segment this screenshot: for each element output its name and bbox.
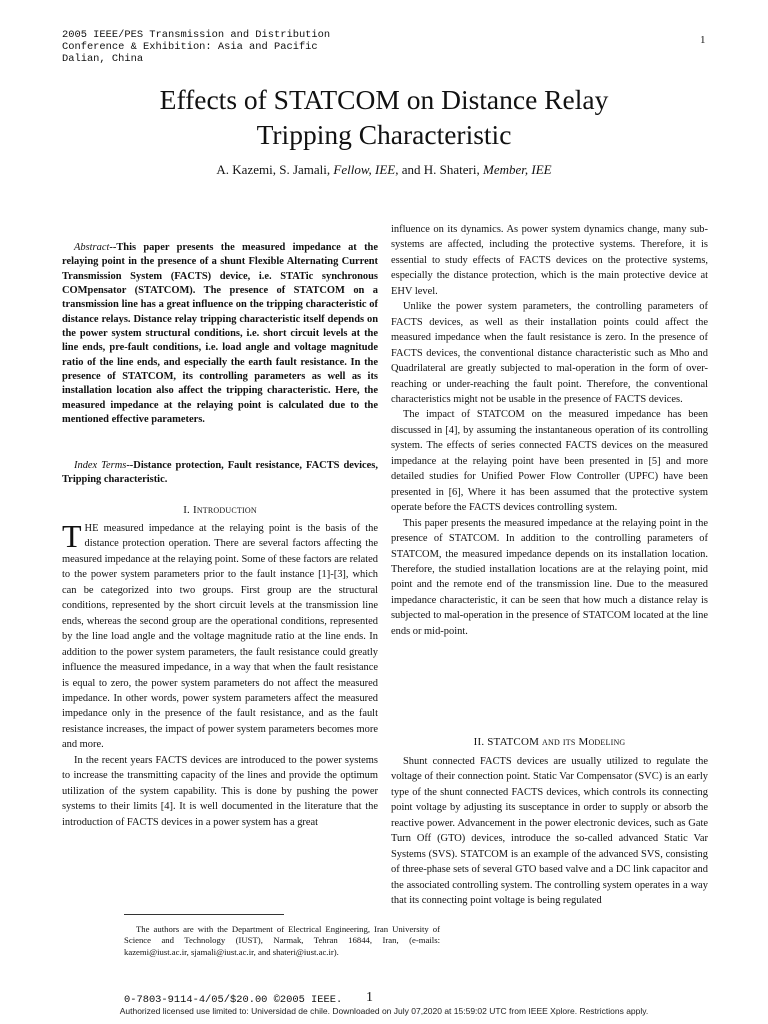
index-terms-label: Index Terms: [74, 460, 127, 471]
abstract-label: Abstract: [74, 242, 110, 253]
section-heading-introduction: [62, 503, 378, 518]
title-line: Tripping Characteristic: [256, 119, 512, 150]
statcom-body: [391, 754, 708, 909]
section-heading-statcom: [391, 735, 708, 750]
conference-line: Conference & Exhibition: Asia and Pacific: [62, 41, 318, 54]
bottom-page-number: 1: [366, 990, 373, 1005]
author-role: Fellow, IEE: [333, 162, 396, 177]
conference-header: [62, 29, 330, 66]
authorized-use-notice: Authorized licensed use limited to: Universidad de chile. Downloaded on July 07,2020 at 15:59:02 UTC from IEEE Xplore. Restrictions apply.: [119, 1006, 649, 1016]
author-role: Member, IEE: [482, 162, 552, 177]
section-number: II.: [473, 736, 485, 748]
paragraph-text: HE measured impedance at the relaying point is the basis of the distance protection operation. There are several factors affecting the measured impedance at the relaying point. Some of these factors are related to the power system parameters prior to the fault instance [1]-[3], which can be categorized into two groups. First group are the structural conditions, represented by the short circuit levels at the transmission line ends, whereas the second group are the operational conditions, represented by the line load angle and the voltage magnitude ratio at the line ends. In addition to the power system parameters, the fault resistance could greatly influence the measured impedance, in a way that when the fault resistance is equal to zero, the power system parameters do not affect the measured impedance. In other words, power system parameters affect the measured impedance only in the presence of the fault resistance, and as the fault resistance increases, the impact of power system parameters becomes more and more.: [62, 523, 378, 751]
abstract: [62, 241, 378, 427]
intro-paragraph-3: Unlike the power system parameters, the controlling parameters of FACTS devices, as well as their installation points could affect the measured impedance when the fault resistance is zero. In the presence of FACTS devices, the conventional distance characteristic such as Mho and Quadrilateral are greatly subjected to mal-operation in the form of over-reaching or under-reaching the fault point. Therefore, the conventional characteristics might not be usable in the presence of FACTS devices.: [391, 301, 708, 405]
conference-line: 2005 IEEE/PES Transmission and Distribution: [62, 29, 331, 41]
statcom-paragraph-1: Shunt connected FACTS devices are usually utilized to regulate the voltage of their connection point. Static Var Compensator (SVC) is an early type of the shunt connected FACTS devices, which controls its connecting point voltage by adjusting its susceptance in order to supply or absorb the reactive power. Advancement in the power electronic devices, such as Gate Turn Off (GTO) devices, introduce the so-called advanced Static Var Systems (SVS). STATCOM is an example of the advanced SVS, consisting of three-phase sets of several GTO based valve and a DC link capacitor and the associated controlling system. The controlling system operates in a way that its connecting point voltage is being regulated: [391, 756, 708, 907]
copyright-line: 0-7803-9114-4/05/$20.00 ©2005 IEEE.: [124, 994, 343, 1006]
index-terms: [62, 459, 378, 488]
paper-title: [0, 82, 768, 152]
intro-paragraph-4: The impact of STATCOM on the measured impedance has been discussed in [4], by assuming the instantaneous operation of its controlling system. The effects of series connected FACTS devices on the measured impedance at the relaying point have been presented in [5] and more detailed studies for Unified Power Flow Controller (UPFC) have been presented in [6], Where it has been assumed that the protective system operate before the FACTS devices controlling system.: [391, 409, 708, 514]
drop-cap: T: [62, 518, 82, 554]
section-title: STATCOM and its Modeling: [487, 736, 626, 748]
section-number: I.: [183, 504, 191, 516]
intro-body-continued: [391, 222, 708, 639]
author-names: , and H. Shateri,: [395, 162, 480, 177]
footnote-text: The authors are with the Department of Electrical Engineering, Iran University of Science and Technology (IUST), Narmak, Tehran 16844, Iran, (e-mails: kazemi@iust.ac.ir, sjamali@iust.ac.ir, and shateri@iust.ac.ir).: [124, 924, 440, 957]
intro-paragraph-2: In the recent years FACTS devices are introduced to the power systems to increase the transmitting capacity of the lines and provide the optimum utilization of the system capability. This is done by pushing the power systems to their limits [4]. It is well documented in the literature that the introduction of FACTS devices in a power system has a great: [62, 754, 378, 828]
author-line: [0, 162, 768, 178]
page-number: 1: [700, 34, 706, 46]
title-line: Effects of STATCOM on Distance Relay: [159, 84, 609, 115]
section-title: Introduction: [192, 504, 257, 516]
abstract-text: --This paper presents the measured impedance at the relaying point in the presence of a shunt Flexible Alternating Current Transmission System (FACTS) device, i.e. STATic synchronous COMpensator (STATCOM). The presence of STATCOM on a transmission line has a great influence on the tripping characteristic of distance relays. Distance relay tripping characteristic itself depends on the power system structural conditions, i.e. short circuit levels at the line ends, pre-fault conditions, i.e. load angle and voltage magnitude ratio of the line ends, and especially the earth fault resistance. In the presence of STATCOM, its controlling parameters as well as its installation location also affect the tripping characteristic. Here, the measured impedance at the relaying point is calculated due to the mentioned effective parameters.: [62, 242, 378, 426]
footnote-rule: [124, 914, 284, 915]
intro-paragraph-5: This paper presents the measured impedance at the relaying point in the presence of STATCOM. In addition to the controlling parameters of STATCOM, the measured impedance depends on its installation location. Therefore, the studied installation locations are at the relaying point, mid point and the remote end of the transmission line. Due to the measured impedance characteristic, it can be seen that how much a distance relay is subjected to mal-operation in the presence of STATCOM located at the line ends or mid-point.: [391, 517, 708, 637]
footnote: [124, 924, 440, 958]
conference-line: Dalian, China: [62, 53, 144, 66]
intro-paragraph-1: [62, 518, 378, 753]
intro-paragraph-2-cont: influence on its dynamics. As power system dynamics change, many sub-systems are affected, including the protective systems. Therefore, it is essential to study effects of FACTS devices on the protective systems, especially the distance protection, which is the main protective device at EHV level.: [391, 224, 708, 297]
intro-body: [62, 518, 378, 830]
index-terms-text: --Distance protection, Fault resistance, FACTS devices, Tripping characteristic.: [62, 460, 378, 486]
author-names: A. Kazemi, S. Jamali,: [216, 162, 331, 177]
